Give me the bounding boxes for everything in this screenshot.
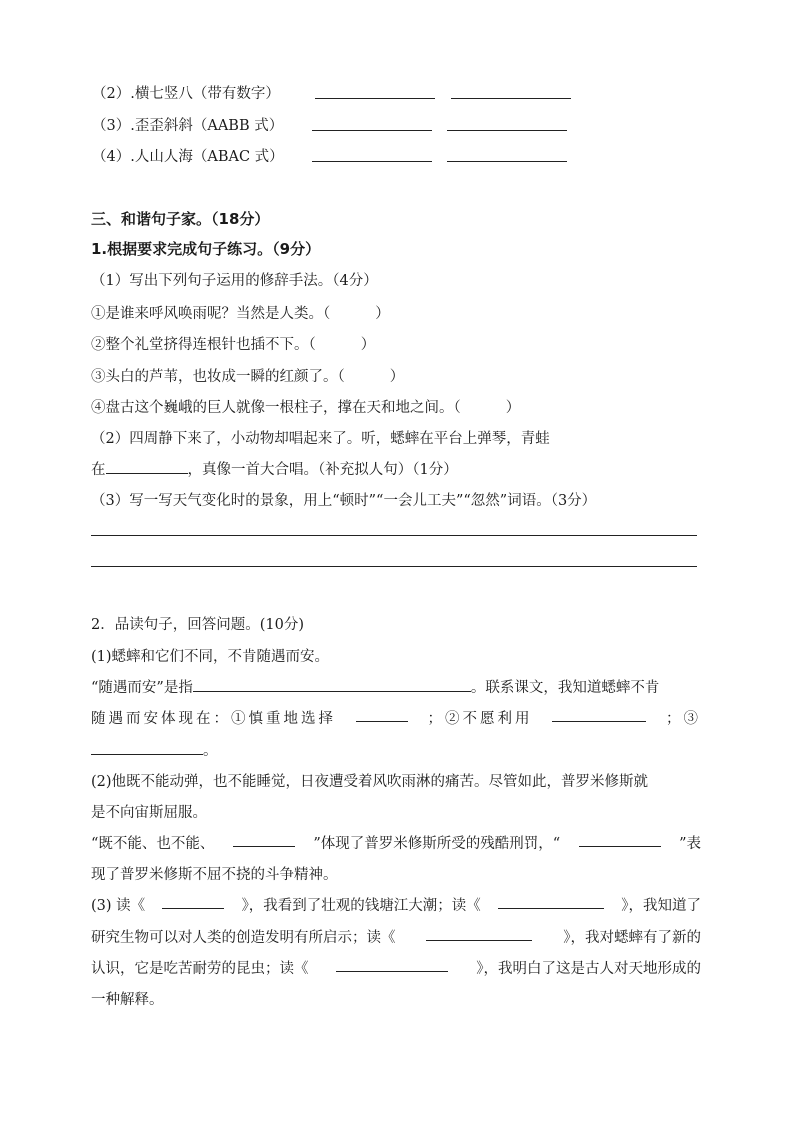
q2-meaning-blank[interactable] — [193, 677, 471, 692]
q2-p3-l1-c: 》，我知道了 — [621, 898, 701, 914]
q2-p1: (1)蟋蟀和它们不同，不肯随遇而安。 — [91, 649, 330, 665]
q2-p1-line4 — [91, 739, 218, 760]
q1-sub2-suffix: ，真像一首大合唱。（补充拟人句）（1分） — [187, 462, 458, 478]
item-2-blank-2[interactable] — [451, 84, 571, 99]
q2-p2-line1: (2)他既不能动弹，也不能睡觉，日夜遭受着风吹雨淋的痛苦。尽管如此，普罗米修斯就 — [91, 774, 649, 790]
q2-p3-line3 — [91, 957, 701, 978]
item-4-text: .人山人海（ABAC 式） — [130, 149, 284, 165]
q2-p1-l4: 。 — [203, 743, 218, 759]
item-3-row — [92, 114, 283, 135]
q1-s4-close: ） — [505, 400, 521, 416]
q2-p2-l3-c: ”表 — [679, 836, 701, 852]
q2-p2-l3-a: “既不能、也不能、 — [91, 836, 215, 852]
q1-s1-text: ①是谁来呼风唤雨呢？当然是人类。（ — [91, 306, 331, 322]
item-4-num: （4） — [92, 149, 131, 165]
q1-title: 1.根据要求完成句子练习。（9分） — [91, 240, 321, 258]
q1-sub3: （3）写一写天气变化时的景象，用上“顿时”“一会儿工夫”“忽然”词语。（3分） — [91, 493, 597, 509]
answer-line-1[interactable] — [91, 535, 697, 536]
q2-p2-blank-2[interactable] — [579, 832, 661, 847]
item-3-num: （3） — [92, 118, 131, 134]
q2-p1-l3-a: 随遇而安体现在：①慎重地选择 — [91, 711, 336, 727]
item-4-blank-2[interactable] — [447, 147, 567, 162]
q2-p2-line2: 是不向宙斯屈服。 — [91, 805, 207, 821]
q2-p1-l2-b: 。联系课文，我知道蟋蟀不肯 — [470, 680, 660, 696]
q2-p2-line3 — [91, 832, 701, 853]
q1-s4-text: ④盘古这个巍峨的巨人就像一根柱子，撑在天和地之间。（ — [91, 400, 461, 416]
item-2-row — [92, 82, 280, 103]
q1-sub1: （1）写出下列句子运用的修辞手法。（4分） — [91, 273, 378, 289]
q1-sentence-2 — [91, 333, 375, 354]
answer-line-2[interactable] — [91, 566, 697, 567]
q2-book-blank-3[interactable] — [426, 926, 532, 941]
q2-book-blank-1[interactable] — [162, 894, 224, 909]
q2-p3-l2-a: 研究生物可以对人类的创造发明有所启示；读《 — [91, 930, 396, 946]
q1-sentence-1 — [91, 302, 390, 323]
q1-sub2-prefix: 在 — [91, 462, 106, 478]
q2-p3-l3-a: 认识，它是吃苦耐劳的昆虫；读《 — [91, 961, 309, 977]
q1-s2-close: ） — [360, 337, 376, 353]
q2-third-blank[interactable] — [91, 740, 203, 755]
q1-sentence-3 — [91, 365, 404, 386]
q2-book-blank-4[interactable] — [336, 957, 448, 972]
item-4-blank-1[interactable] — [312, 147, 432, 162]
q1-sub2-blank[interactable] — [106, 459, 188, 474]
q2-p3-l1-a: (3) 读《 — [91, 898, 146, 914]
item-3-blank-2[interactable] — [447, 116, 567, 131]
q2-unwilling-blank[interactable] — [552, 707, 646, 722]
q2-p1-l2-a: “随遇而安”是指 — [91, 680, 193, 696]
q2-p1-line2 — [91, 676, 659, 697]
q2-p2-line4: 现了普罗米修斯不屈不挠的斗争精神。 — [91, 867, 338, 883]
q1-s3-text: ③头白的芦苇，也妆成一瞬的红颜了。（ — [91, 369, 345, 385]
item-3-blank-1[interactable] — [312, 116, 432, 131]
section-heading: 三、和谐句子家。（18分） — [91, 210, 270, 228]
q1-s2-text: ②整个礼堂挤得连根针也插不下。（ — [91, 337, 316, 353]
q2-p2-l3-b: ”体现了普罗米修斯所受的残酷刑罚，“ — [313, 836, 561, 852]
q1-sub2-line1: （2）四周静下来了，小动物却唱起来了。听，蟋蟀在平台上弹琴，青蛙 — [91, 431, 550, 447]
q2-p3-line1 — [91, 894, 701, 915]
q2-p1-line3 — [91, 707, 701, 728]
item-2-num: （2） — [92, 86, 131, 102]
q2-p3-l3-b: 》，我明白了这是古人对天地形成的 — [476, 961, 701, 977]
q1-sub2-line2 — [91, 458, 458, 479]
item-3-text: .歪歪斜斜（AABB 式） — [130, 118, 284, 134]
q1-sentence-4 — [91, 396, 520, 417]
q2-p3-line2 — [91, 926, 701, 947]
item-4-row — [92, 145, 284, 166]
q2-p3-l1-b: 》，我看到了壮观的钱塘江大潮；读《 — [241, 898, 481, 914]
q2-p2-blank-1[interactable] — [233, 832, 295, 847]
item-2-text: .横七竖八（带有数字） — [130, 86, 280, 102]
q2-p3-l2-b: 》，我对蟋蟀有了新的 — [563, 930, 701, 946]
q2-book-blank-2[interactable] — [498, 894, 604, 909]
q2-choose-blank[interactable] — [356, 707, 408, 722]
q2-p1-l3-b: ；②不愿利用 — [427, 711, 533, 727]
q2-p3-line4: 一种解释。 — [91, 992, 164, 1008]
q2-p1-l3-c: ；③ — [666, 711, 701, 727]
item-2-blank-1[interactable] — [315, 84, 435, 99]
q2-title: 2．品读句子，回答问题。(10分) — [91, 617, 304, 633]
q1-s3-close: ） — [389, 369, 405, 385]
q1-s1-close: ） — [375, 306, 390, 322]
